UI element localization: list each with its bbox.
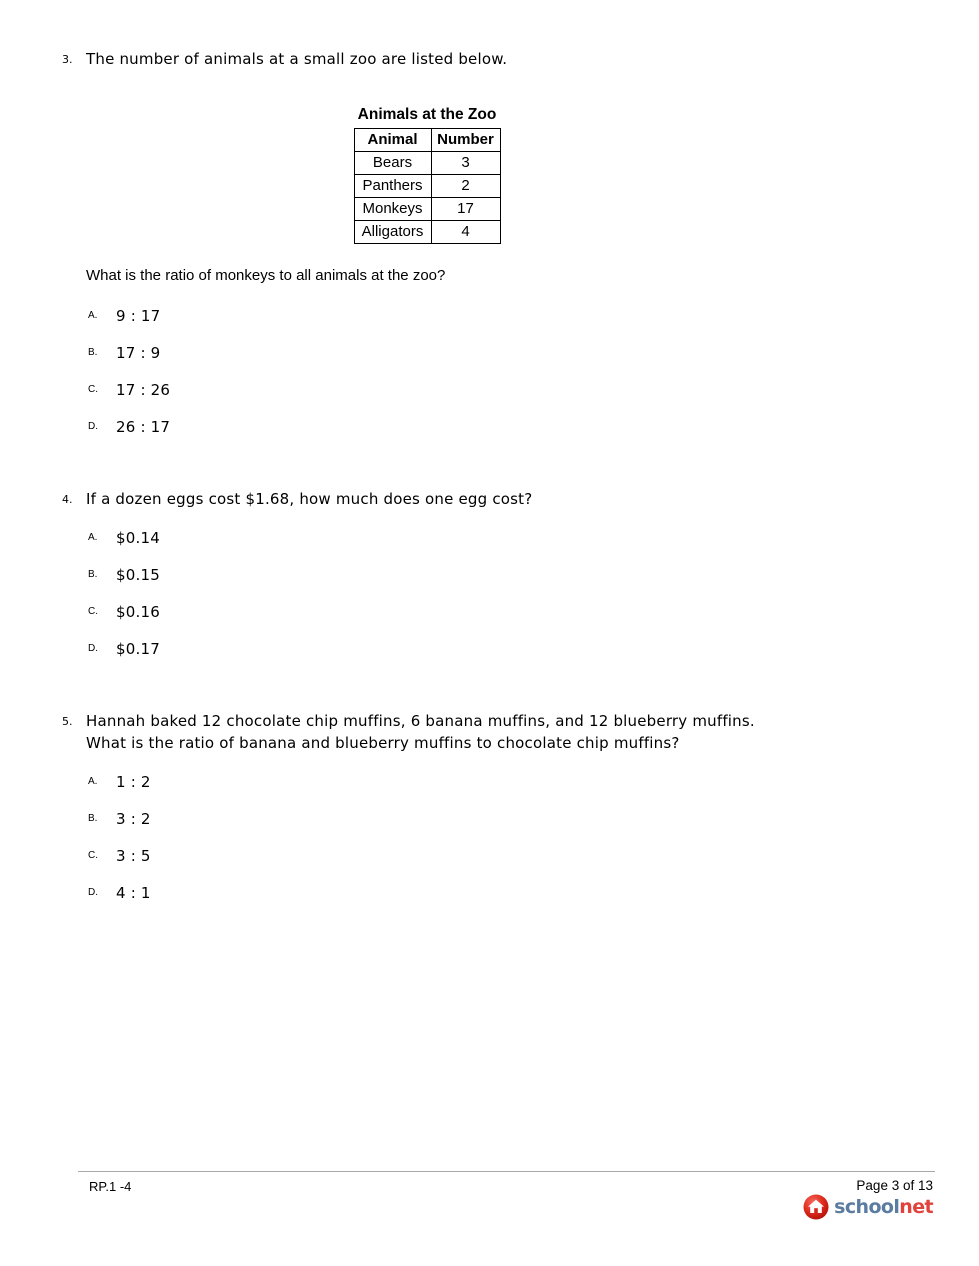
question-text: The number of animals at a small zoo are listed below. bbox=[86, 50, 508, 68]
answer-option-b bbox=[88, 344, 979, 363]
option-letter: C. bbox=[88, 850, 98, 861]
answer-option-d bbox=[88, 884, 979, 903]
question-4-header bbox=[62, 489, 933, 511]
answer-option-a bbox=[88, 307, 979, 326]
footer-divider bbox=[78, 1171, 935, 1172]
question-text: Hannah baked 12 chocolate chip muffins, 6 banana muffins, and 12 blueberry muffins. What is the ratio of banana and blueberry muffins to chocolate chip muffins? bbox=[86, 712, 755, 752]
option-letter: B. bbox=[88, 569, 98, 580]
question-4 bbox=[0, 489, 979, 660]
option-letter: B. bbox=[88, 813, 98, 824]
answer-option-c bbox=[88, 847, 979, 866]
option-value: $0.16 bbox=[116, 603, 160, 621]
answer-option-a bbox=[88, 529, 979, 548]
footer-standard-code: RP.1 -4 bbox=[89, 1179, 132, 1194]
option-value: 9 : 17 bbox=[116, 306, 161, 325]
number-cell: 3 bbox=[431, 151, 500, 174]
logo-net-text: net bbox=[899, 1196, 933, 1218]
option-letter: C. bbox=[88, 383, 98, 395]
answer-option-b bbox=[88, 810, 979, 829]
option-value: 4 : 1 bbox=[116, 884, 151, 902]
question-number: 5. bbox=[62, 715, 73, 728]
option-letter: B. bbox=[88, 346, 98, 358]
option-value: 1 : 2 bbox=[116, 773, 151, 791]
option-letter: D. bbox=[88, 420, 98, 432]
question-3-prompt: What is the ratio of monkeys to all animals at the zoo? bbox=[86, 266, 446, 284]
table-row bbox=[354, 197, 500, 220]
table-row bbox=[354, 174, 500, 197]
number-cell: 2 bbox=[431, 174, 500, 197]
question-number: 3. bbox=[62, 53, 73, 66]
animal-cell: Bears bbox=[354, 151, 431, 174]
answer-option-c bbox=[88, 381, 979, 400]
table-row bbox=[354, 151, 500, 174]
table-header-number: Number bbox=[431, 128, 500, 151]
answer-option-d bbox=[88, 418, 979, 437]
question-number: 4. bbox=[62, 492, 73, 506]
schoolnet-logo bbox=[802, 1193, 933, 1221]
answer-option-c bbox=[88, 603, 979, 622]
option-letter: A. bbox=[88, 532, 98, 543]
zoo-table-section bbox=[347, 106, 507, 244]
number-cell: 4 bbox=[431, 220, 500, 243]
option-letter: D. bbox=[88, 887, 98, 898]
answer-option-a bbox=[88, 773, 979, 792]
footer-page-indicator: Page 3 of 13 bbox=[856, 1178, 933, 1193]
option-letter: D. bbox=[88, 643, 98, 654]
question-3-options bbox=[88, 307, 979, 437]
zoo-table bbox=[354, 128, 501, 244]
animal-cell: Alligators bbox=[354, 220, 431, 243]
question-4-options bbox=[88, 529, 979, 659]
zoo-table-title: Animals at the Zoo bbox=[357, 105, 497, 123]
option-value: 3 : 5 bbox=[116, 847, 151, 865]
table-header-row bbox=[354, 128, 500, 151]
option-letter: A. bbox=[88, 776, 98, 787]
option-value: 17 : 26 bbox=[116, 380, 171, 399]
option-value: 3 : 2 bbox=[116, 810, 151, 828]
answer-option-d bbox=[88, 640, 979, 659]
question-3 bbox=[0, 49, 979, 437]
logo-school-text: school bbox=[834, 1196, 900, 1218]
option-value: 26 : 17 bbox=[116, 417, 171, 436]
table-header-animal: Animal bbox=[354, 128, 431, 151]
question-text: If a dozen eggs cost $1.68, how much does one egg cost? bbox=[86, 489, 533, 508]
question-5-header bbox=[62, 711, 933, 754]
option-letter: C. bbox=[88, 606, 98, 617]
animal-cell: Monkeys bbox=[354, 197, 431, 220]
question-5 bbox=[0, 711, 979, 903]
option-value: 17 : 9 bbox=[116, 343, 161, 362]
option-letter: A. bbox=[88, 309, 98, 321]
schoolnet-wordmark bbox=[834, 1193, 933, 1221]
table-row bbox=[354, 220, 500, 243]
question-5-options bbox=[88, 773, 979, 903]
number-cell: 17 bbox=[431, 197, 500, 220]
schoolnet-home-icon bbox=[802, 1193, 830, 1221]
question-3-header bbox=[62, 49, 933, 71]
option-value: $0.15 bbox=[116, 566, 160, 584]
option-value: $0.17 bbox=[116, 640, 160, 658]
option-value: $0.14 bbox=[116, 529, 160, 547]
animal-cell: Panthers bbox=[354, 174, 431, 197]
answer-option-b bbox=[88, 566, 979, 585]
